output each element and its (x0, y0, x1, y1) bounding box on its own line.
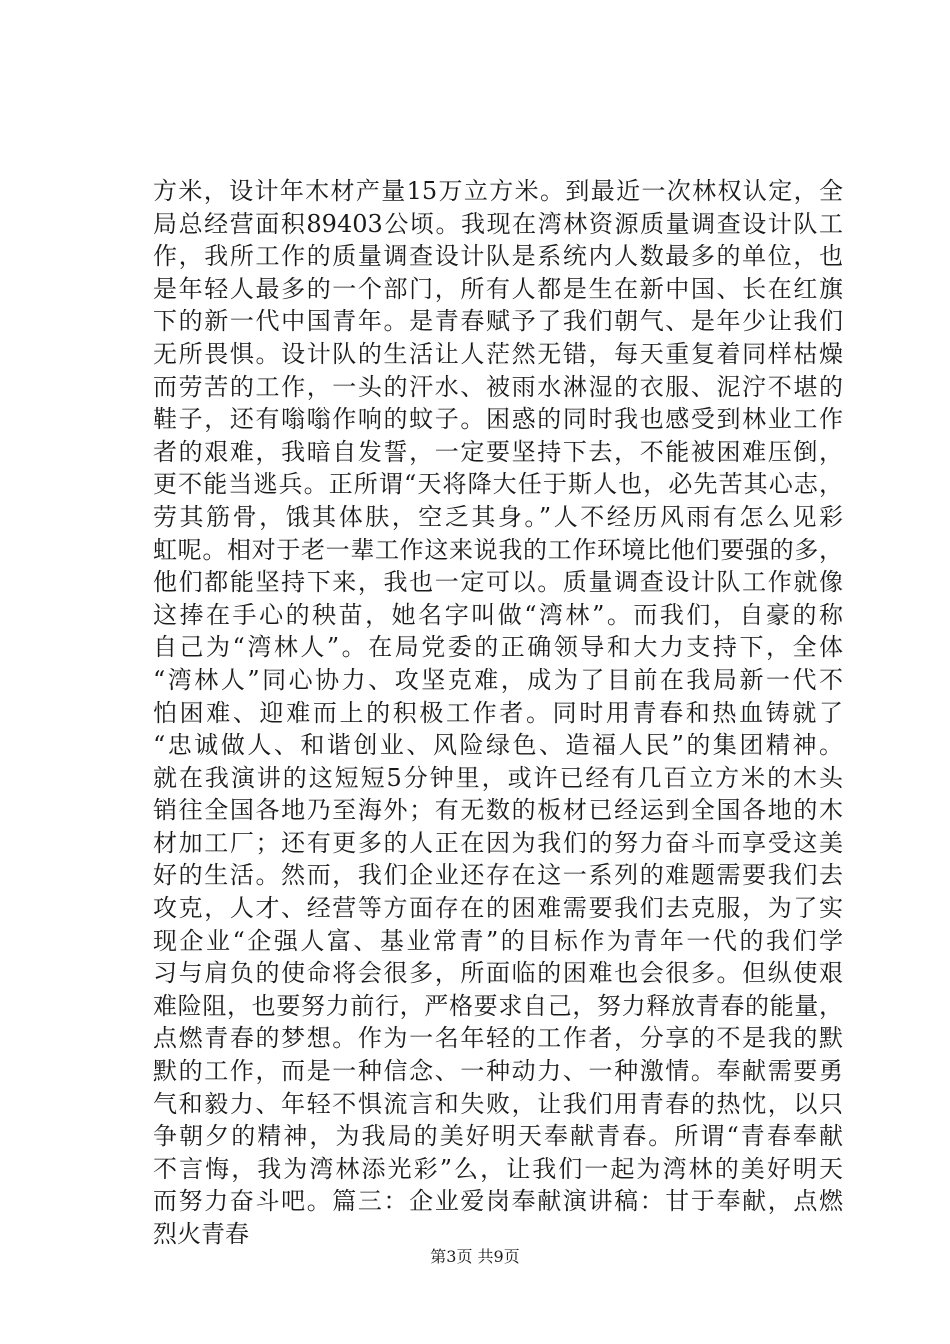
page-footer: 第3页 共9页 (430, 1247, 520, 1266)
text-line: 这捧在手心的秧苗，她名字叫做“湾林”。而我们，自豪的称 (153, 600, 843, 629)
text-line: 方米，设计年木材产量15万立方米。到最近一次林权认定，全 (153, 177, 843, 205)
text-line: 鞋子，还有嗡嗡作响的蚊子。困惑的同时我也感受到林业工作 (153, 405, 843, 434)
text-line: 无所畏惧。设计队的生活让人茫然无错，每天重复着同样枯燥 (153, 339, 843, 368)
text-line: 点燃青春的梦想。作为一名年轻的工作者，分享的不是我的默 (153, 1024, 843, 1053)
text-line: 烈火青春 (153, 1220, 249, 1248)
text-line: 习与肩负的使命将会很多，所面临的困难也会很多。但纵使艰 (153, 959, 843, 988)
text-line: 怕困难、迎难而上的积极工作者。同时用青春和热血铸就了 (153, 698, 843, 727)
text-line: 自己为“湾林人”。在局党委的正确领导和大力支持下，全体 (153, 633, 843, 662)
text-line: 气和毅力、年轻不惧流言和失败，让我们用青春的热忱，以只 (153, 1089, 843, 1118)
text-line: 好的生活。然而，我们企业还存在这一系列的难题需要我们去 (153, 861, 843, 890)
text-line: “忠诚做人、和谐创业、风险绿色、造福人民”的集团精神。 (153, 731, 843, 760)
text-line: 攻克，人才、经营等方面存在的困难需要我们去克服，为了实 (153, 894, 843, 923)
text-line: 下的新一代中国青年。是青春赋予了我们朝气、是年少让我们 (153, 307, 843, 336)
text-line: 争朝夕的精神，为我局的美好明天奉献青春。所谓“青春奉献 (153, 1122, 843, 1151)
text-line: 是年轻人最多的一个部门，所有人都是生在新中国、长在红旗 (153, 274, 843, 303)
text-line: 局总经营面积89403公顷。我现在湾林资源质量调查设计队工 (153, 209, 843, 238)
text-line: 者的艰难，我暗自发誓，一定要坚持下去，不能被困难压倒， (153, 437, 843, 466)
text-line: 就在我演讲的这短短5分钟里，或许已经有几百立方米的木头 (153, 763, 843, 792)
text-line: 销往全国各地乃至海外；有无数的板材已经运到全国各地的木 (153, 796, 843, 825)
text-line: 不言悔，我为湾林添光彩”么，让我们一起为湾林的美好明天 (153, 1154, 843, 1183)
text-line: 虹呢。相对于老一辈工作这来说我的工作环境比他们要强的多， (153, 535, 843, 564)
text-line: 他们都能坚持下来，我也一定可以。质量调查设计队工作就像 (153, 568, 843, 597)
text-line: 而劳苦的工作，一头的汗水、被雨水淋湿的衣服、泥泞不堪的 (153, 372, 843, 401)
body-text (153, 175, 843, 1251)
text-line: “湾林人”同心协力、攻坚克难，成为了目前在我局新一代不 (153, 665, 843, 694)
text-line: 默的工作，而是一种信念、一种动力、一种激情。奉献需要勇 (153, 1057, 843, 1086)
text-line: 更不能当逃兵。正所谓“天将降大任于斯人也，必先苦其心志， (153, 470, 843, 499)
text-line: 现企业“企强人富、基业常青”的目标作为青年一代的我们学 (153, 926, 843, 955)
text-line: 而努力奋斗吧。篇三：企业爱岗奉献演讲稿：甘于奉献，点燃 (153, 1187, 843, 1216)
text-line: 劳其筋骨，饿其体肤，空乏其身。”人不经历风雨有怎么见彩 (153, 502, 843, 531)
text-line: 材加工厂；还有更多的人正在因为我们的努力奋斗而享受这美 (153, 828, 843, 857)
text-line: 难险阻，也要努力前行，严格要求自己，努力释放青春的能量， (153, 991, 843, 1020)
text-line: 作，我所工作的质量调查设计队是系统内人数最多的单位，也 (153, 242, 843, 271)
